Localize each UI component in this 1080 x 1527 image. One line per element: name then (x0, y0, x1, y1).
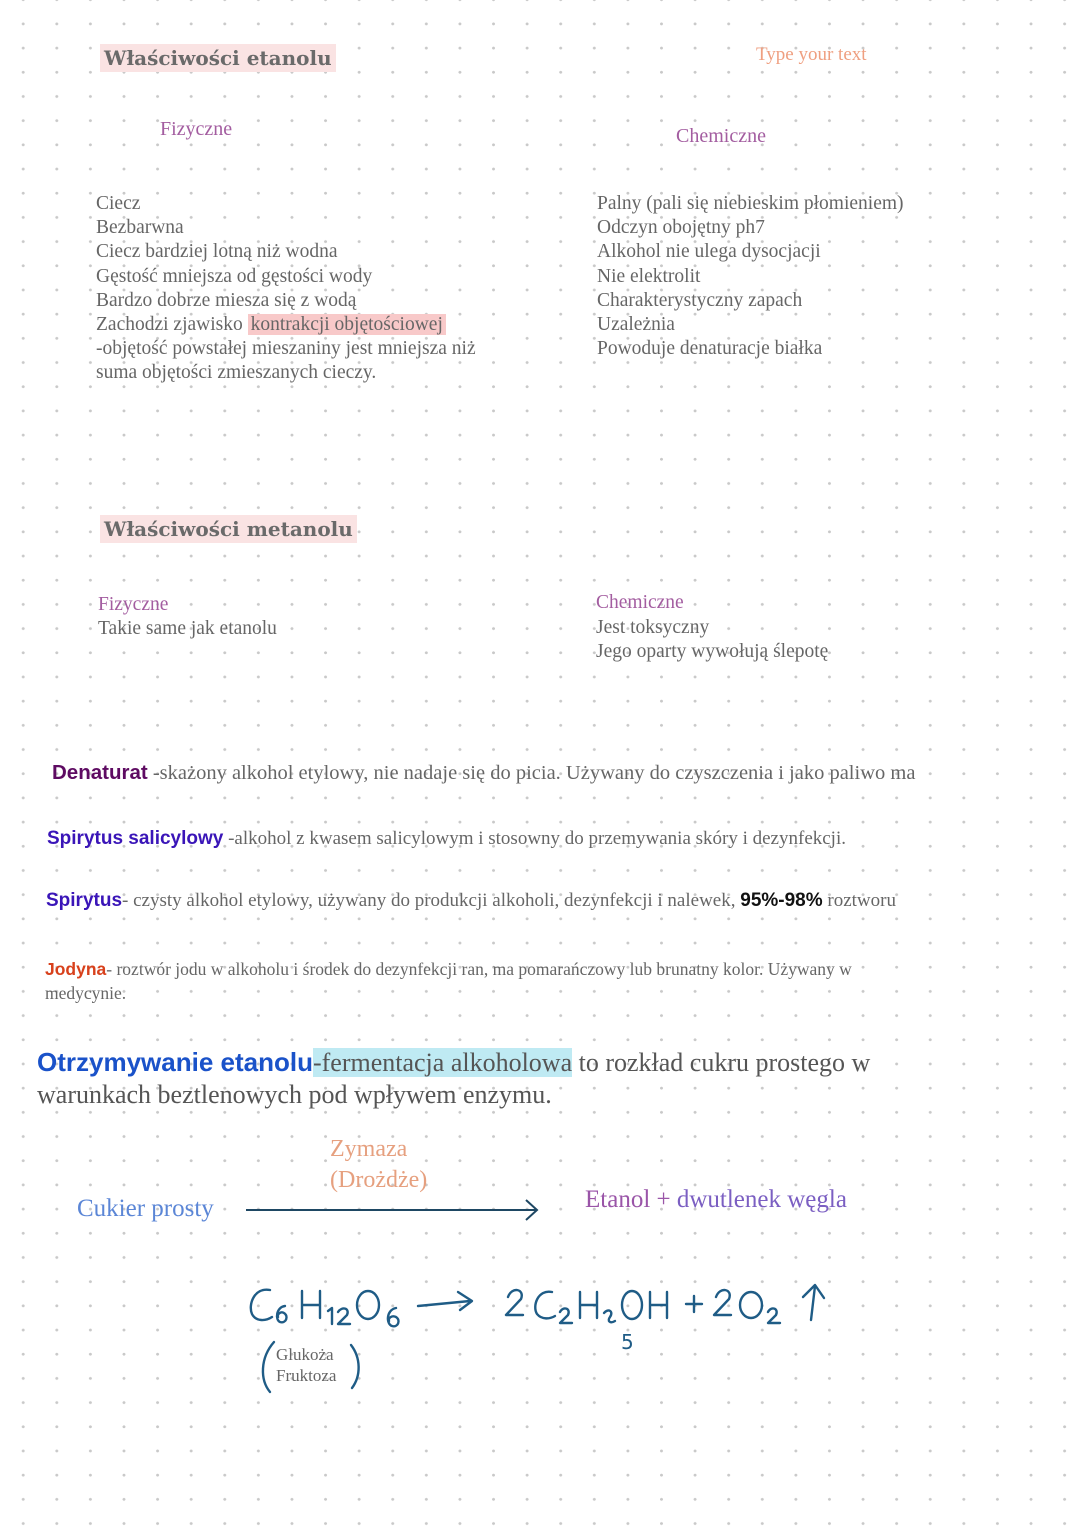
metanol-chemical-label: Chemiczne (596, 592, 684, 613)
metanol-chemical-list (596, 616, 828, 664)
metanol-title: Właściwości metanolu (100, 515, 357, 543)
enzyme-source: (Drożdże) (330, 1167, 428, 1193)
list-item: Powoduje denaturacje białka (597, 338, 823, 360)
product-co2: dwutlenek węgla (676, 1186, 847, 1213)
list-item: Palny (pali się niebieskim płomieniem) (597, 193, 904, 214)
bracket-note (276, 1344, 336, 1386)
product-ethanol: Etanol + (585, 1186, 677, 1213)
bracket-item-fructose: Fruktoza (276, 1366, 337, 1385)
term-definition-end: roztworu (822, 890, 896, 911)
list-item: Gęstość mniejsza od gęstości wody (96, 265, 373, 287)
fermentation-highlight: -fermentacja alkoholowa (312, 1048, 573, 1077)
list-item: Charakterystyczny zapach (597, 289, 803, 311)
fermentation-paragraph (37, 1046, 870, 1111)
term-name: Spirytus (46, 890, 123, 911)
etanol-chemical-list (597, 192, 904, 361)
list-item: Bardzo dobrze miesza się z wodą (96, 289, 357, 311)
metanol-physical-label: Fizyczne (98, 594, 169, 615)
list-item: Ciecz bardziej lotną niż wodna (96, 241, 338, 263)
term-definition: -alkohol z kwasem salicylowym i stosowny do przemywania skóry i dezynfekcji. (223, 828, 846, 849)
term-spirytus-salicylowy (47, 828, 846, 850)
term-definition: -skażony alkohol etylowy, nie nadaje się do picia. Używany do czyszczenia i jako paliwo ma (147, 762, 916, 784)
fermentation-text: to rozkład cukru prostego w (572, 1048, 871, 1077)
placeholder-note[interactable]: Type your text (756, 44, 867, 65)
term-jodyna (45, 957, 852, 1005)
correction-digit: 5 (621, 1330, 634, 1354)
reactant-label: Cukier prosty (77, 1195, 214, 1222)
term-line-2: medycynie. (45, 983, 127, 1003)
list-item: Ciecz (96, 193, 141, 214)
list-item: suma objętości zmieszanych cieczy. (96, 362, 377, 384)
etanol-title: Właściwości etanolu (100, 44, 336, 72)
list-item: Jego oparty wywołują ślepotę (596, 641, 829, 663)
term-name: Spirytus salicylowy (47, 828, 224, 849)
term-spirytus (46, 890, 896, 912)
fermentation-title: Otrzymywanie etanolu (37, 1047, 313, 1077)
list-item: Nie elektrolit (597, 265, 701, 287)
bracket-item-glucose: Glukoża (276, 1345, 334, 1364)
etanol-chemical-label: Chemiczne (676, 125, 766, 147)
term-name: Jodyna (45, 959, 107, 979)
fermentation-line-2: warunkach beztlenowych pod wpływem enzymu. (37, 1080, 552, 1109)
term-denaturat (52, 761, 915, 785)
contraction-highlight: kontrakcji objętościowej (248, 314, 446, 335)
etanol-physical-label: Fizyczne (160, 118, 233, 140)
metanol-physical-text: Takie same jak etanolu (98, 618, 277, 639)
enzyme-label (330, 1134, 427, 1196)
list-item (96, 313, 476, 337)
term-definition: - czysty alkohol etylowy, używany do produkcji alkoholi, dezynfekcji i nalewek, (122, 890, 741, 911)
fermentation-line-1 (37, 1046, 870, 1079)
contraction-prefix: Zachodzi zjawisko (96, 314, 248, 336)
term-definition: - roztwór jodu w alkoholu i środek do dezynfekcji ran, ma pomarańczowy lub brunatny kolor. Używany w (106, 959, 852, 979)
list-item: Bezbarwna (96, 217, 184, 239)
percent-range: 95%-98% (740, 890, 823, 911)
list-item: -objętość powstałej mieszaniny jest mniejsza niż (96, 338, 476, 360)
list-item: Jest toksyczny (596, 617, 710, 638)
list-item: Odczyn obojętny ph7 (597, 217, 765, 239)
product-label (585, 1186, 847, 1214)
list-item: Alkohol nie ulega dysocjacji (597, 241, 821, 263)
reaction-arrow (240, 1195, 550, 1225)
enzyme-name: Zymaza (330, 1136, 408, 1162)
term-line-1 (45, 957, 852, 981)
list-item: Uzależnia (597, 314, 675, 336)
term-name: Denaturat (52, 761, 148, 784)
etanol-physical-list (96, 192, 476, 386)
